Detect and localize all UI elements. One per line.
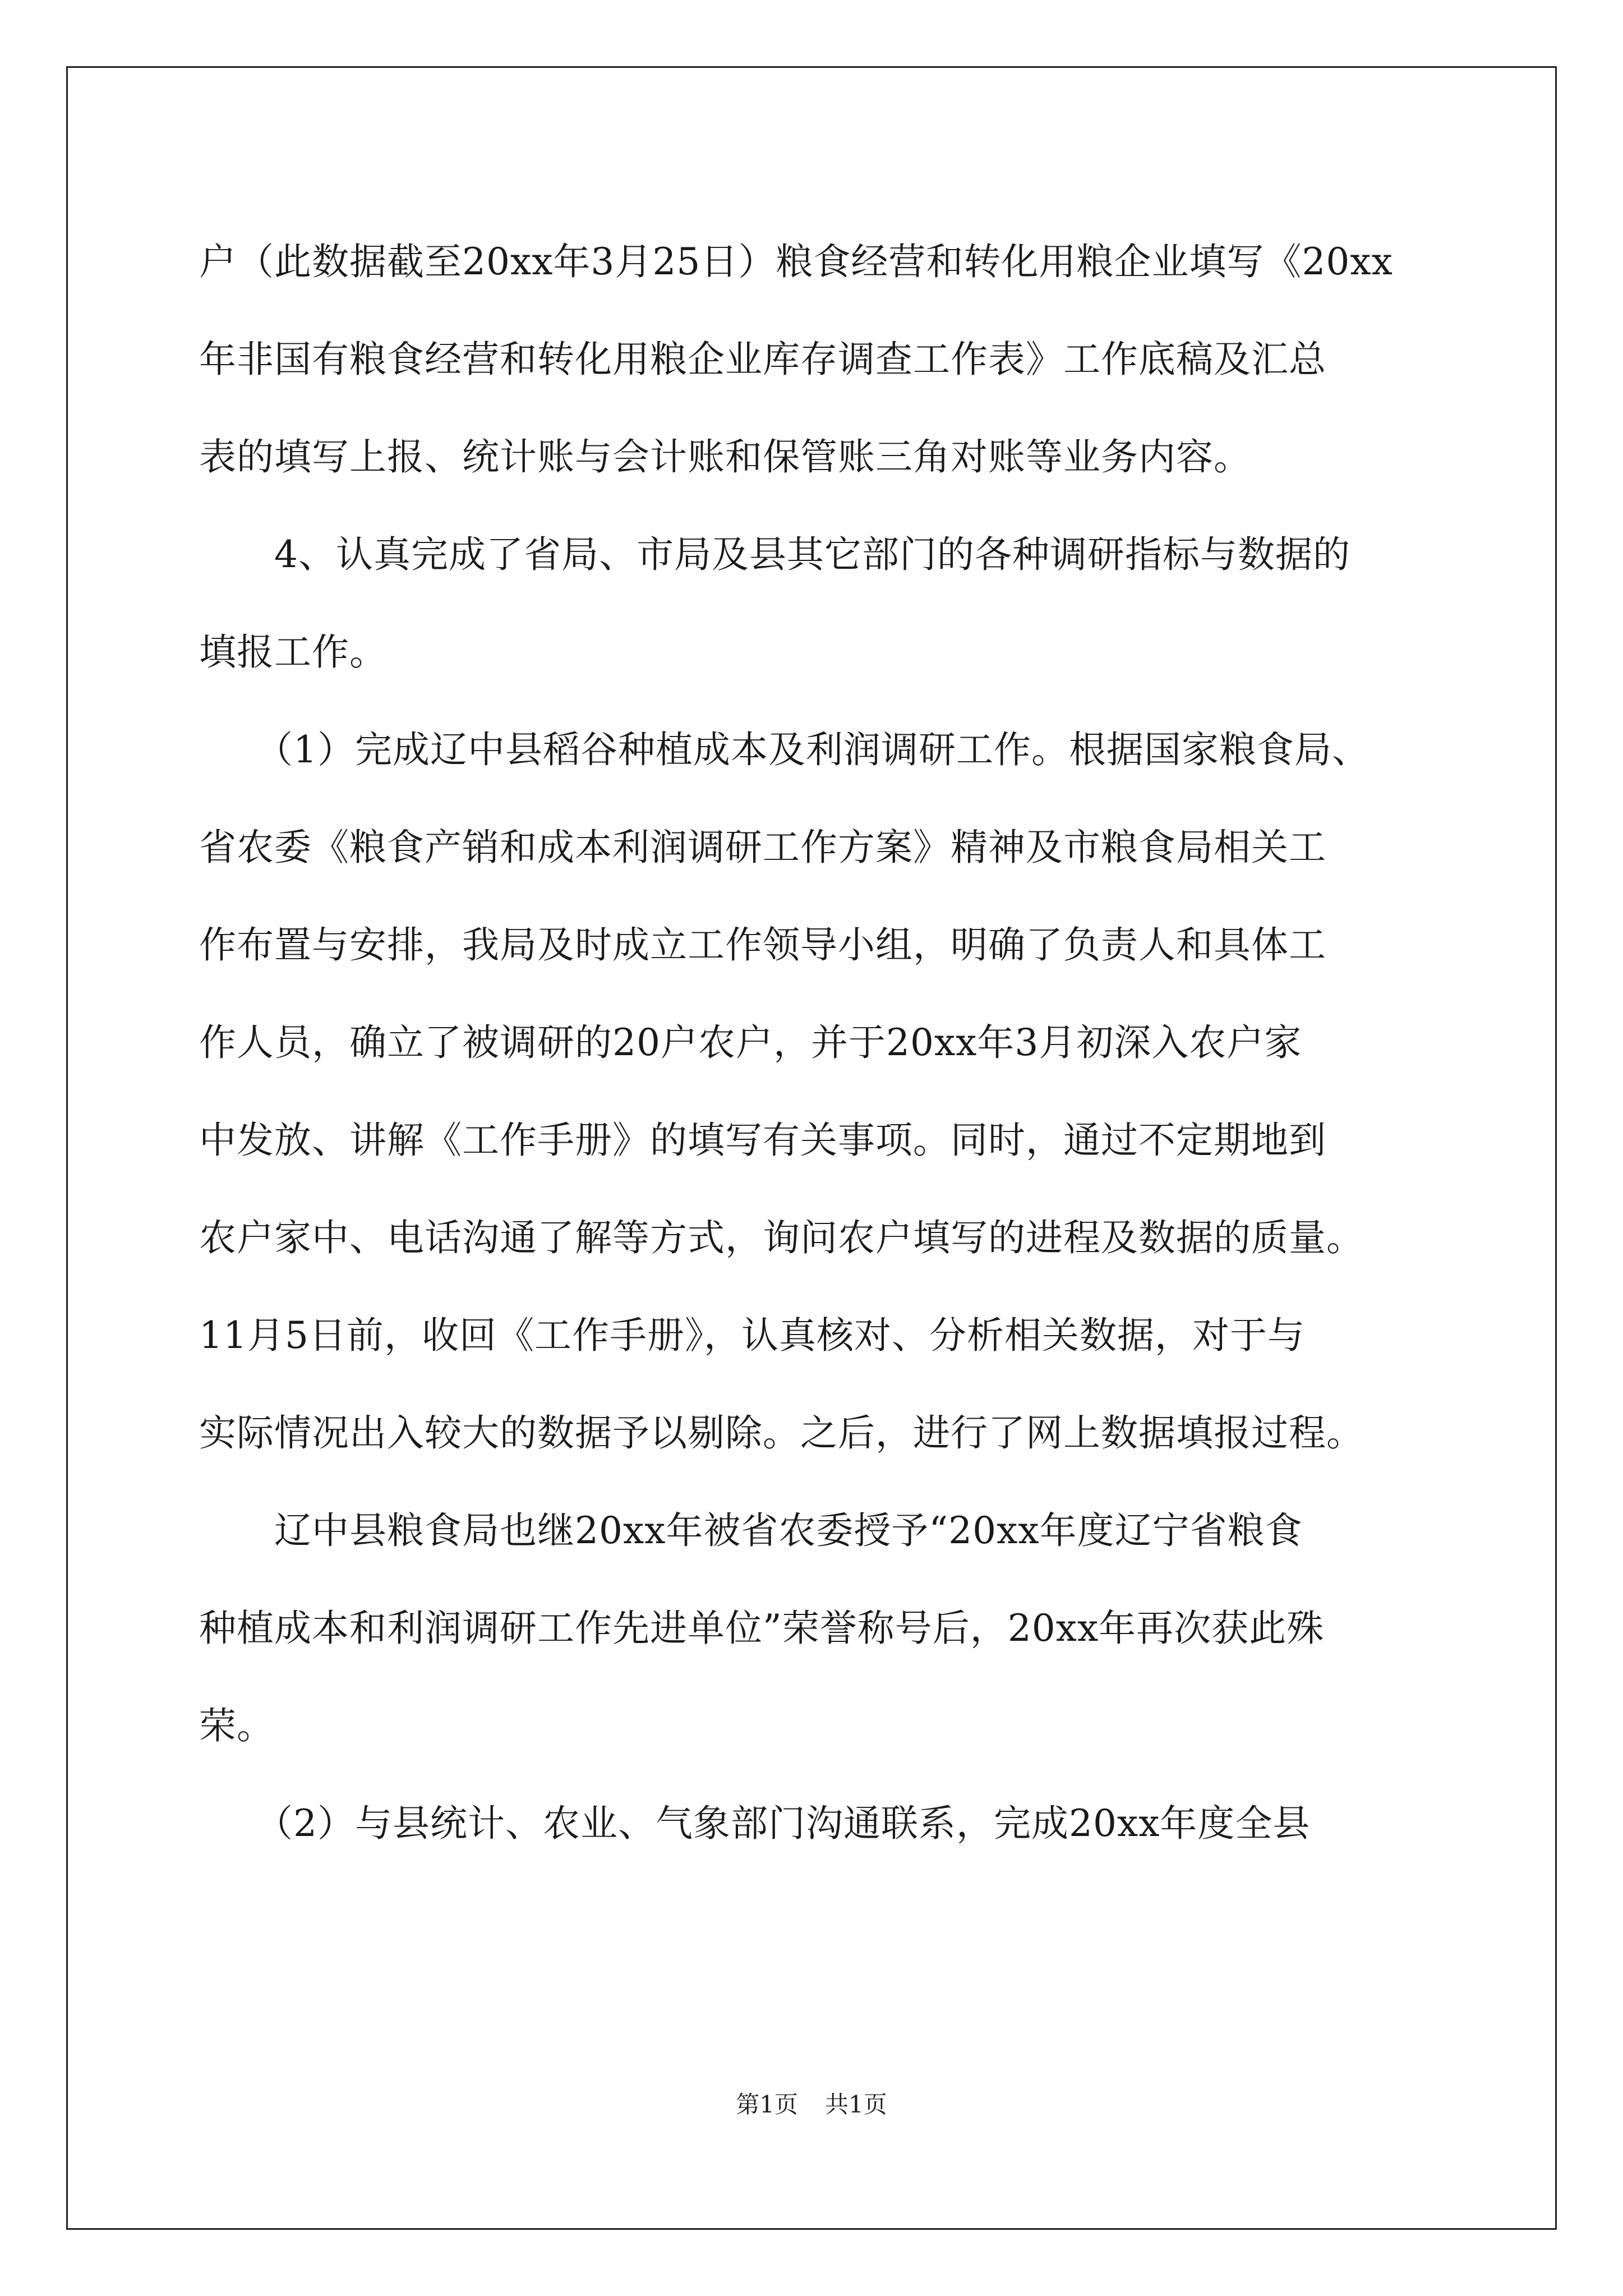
text-line: 4、认真完成了省局、市局及县其它部门的各种调研指标与数据的 <box>199 533 1350 576</box>
text-line: 年非国有粮食经营和转化用粮企业库存调查工作表》工作底稿及汇总 <box>199 338 1326 381</box>
page-footer <box>0 2088 1623 2122</box>
paragraph-3 <box>199 701 1433 1482</box>
page-number-total: 共1页 <box>825 2091 887 2118</box>
paragraph-4 <box>199 1482 1433 1775</box>
text-line: 作布置与安排，我局及时成立工作领导小组，明确了负责人和具体工 <box>199 923 1326 967</box>
text-line: 作人员，确立了被调研的20户农户，并于20xx年3月初深入农户家 <box>199 1021 1302 1064</box>
document-body <box>199 213 1433 1872</box>
text-line: 表的填写上报、统计账与会计账和保管账三角对账等业务内容。 <box>199 435 1251 478</box>
text-line: 种植成本和利润调研工作先进单位”荣誉称号后，20xx年再次获此殊 <box>199 1607 1325 1650</box>
page-number-current: 第1页 <box>736 2091 798 2118</box>
text-line: 填报工作。 <box>199 631 387 674</box>
text-line: 荣。 <box>199 1704 274 1747</box>
text-line: 辽中县粮食局也继20xx年被省农委授予“20xx年度辽宁省粮食 <box>199 1509 1303 1552</box>
text-line: （2）与县统计、农业、气象部门沟通联系，完成20xx年度全县 <box>199 1802 1311 1845</box>
text-line: 11月5日前，收回《工作手册》，认真核对、分析相关数据，对于与 <box>199 1314 1305 1357</box>
text-line: 实际情况出入较大的数据予以剔除。之后，进行了网上数据填报过程。 <box>199 1411 1364 1455</box>
paragraph-1 <box>199 213 1433 506</box>
paragraph-5 <box>199 1775 1433 1872</box>
text-line: 中发放、讲解《工作手册》的填写有关事项。同时，通过不定期地到 <box>199 1119 1326 1162</box>
text-line: 省农委《粮食产销和成本利润调研工作方案》精神及市粮食局相关工 <box>199 826 1326 869</box>
text-line: （1）完成辽中县稻谷种植成本及利润调研工作。根据国家粮食局、 <box>199 728 1370 771</box>
text-line: 农户家中、电话沟通了解等方式，询问农户填写的进程及数据的质量。 <box>199 1216 1364 1259</box>
paragraph-2 <box>199 506 1433 701</box>
text-line: 户（此数据截至20xx年3月25日）粮食经营和转化用粮企业填写《20xx <box>199 240 1393 283</box>
